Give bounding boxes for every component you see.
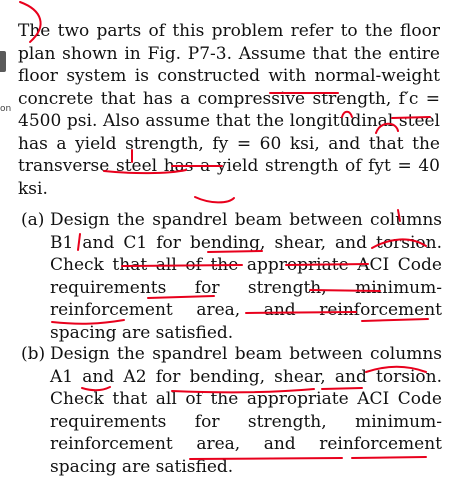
margin-text-fragment: on [0,104,12,114]
margin-tab [0,51,6,72]
part-b-label: (b) [21,344,46,364]
problem-part-a [21,209,442,344]
part-a-text: Design the spandrel beam between columns B1 and C1 for bending, shear, and torsion. Check that all of the appropriate ACI Code requirements for strength, minimum-reinforcement area, and reinforcement spacing are satisfied. [50,210,442,343]
part-a-label: (a) [21,210,45,230]
problem-part-b [21,343,442,478]
part-b-text: Design the spandrel beam between columns A1 and A2 for bending, shear, and torsion. Check that all of the appropriate ACI Code requirements for strength, minimum-reinforcement area, and reinforcement spacing are satisfied. [50,344,442,477]
problem-intro: The two parts of this problem refer to the floor plan shown in Fig. P7-3. Assume that the entire floor system is constructed with normal-weight concrete that has a compressive strength, f′c = 4500 psi. Also assume that the longitudinal steel has a yield strength, fy = 60 ksi, and that the transverse steel has a yield strength of fyt = 40 ksi. [18,21,440,199]
